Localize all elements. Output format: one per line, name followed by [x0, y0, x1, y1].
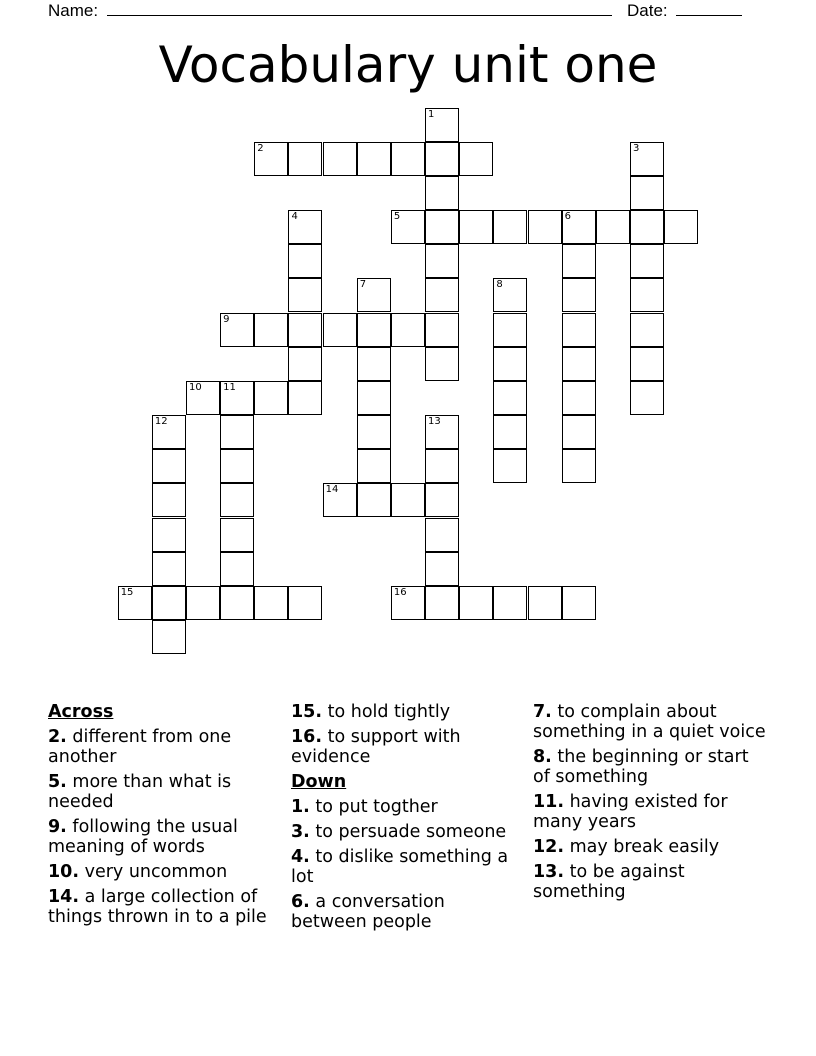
grid-cell[interactable]	[493, 449, 527, 483]
grid-cell-10[interactable]	[186, 381, 220, 415]
grid-cell[interactable]	[630, 210, 664, 244]
grid-cell[interactable]	[254, 381, 288, 415]
grid-cell[interactable]	[493, 347, 527, 381]
grid-cell[interactable]	[630, 244, 664, 278]
cell-number: 15	[120, 586, 134, 598]
grid-cell[interactable]	[562, 381, 596, 415]
grid-cell-15[interactable]	[118, 586, 152, 620]
grid-cell[interactable]	[493, 313, 527, 347]
grid-cell[interactable]	[357, 313, 391, 347]
name-field[interactable]	[48, 0, 612, 21]
grid-cell[interactable]	[152, 449, 186, 483]
grid-cell[interactable]	[596, 210, 630, 244]
clue-across-14: 14. a large collection of things thrown in to a pile	[48, 887, 267, 927]
grid-cell[interactable]	[288, 142, 322, 176]
grid-cell[interactable]	[528, 210, 562, 244]
cell-number: 11	[223, 381, 236, 393]
grid-cell[interactable]	[425, 518, 459, 552]
cell-number: 7	[359, 279, 367, 291]
cell-number: 14	[325, 484, 339, 496]
grid-cell[interactable]	[425, 278, 459, 312]
clue-column-1	[48, 702, 280, 932]
cell-number: 1	[428, 108, 435, 120]
clue-down-3: 3. to persuade someone	[291, 822, 507, 842]
grid-cell[interactable]	[220, 483, 254, 517]
clue-across-9: 9. following the usual meaning of words	[48, 817, 238, 857]
clue-down-4: 4. to dislike something a lot	[291, 847, 509, 887]
grid-cell-14[interactable]	[323, 483, 357, 517]
grid-cell[interactable]	[562, 313, 596, 347]
grid-cell[interactable]	[220, 415, 254, 449]
grid-cell[interactable]	[220, 586, 254, 620]
grid-cell[interactable]	[323, 313, 357, 347]
clue-across-5: 5. more than what is needed	[48, 772, 232, 812]
cell-number: 12	[154, 416, 168, 428]
grid-cell[interactable]	[630, 278, 664, 312]
grid-cell[interactable]	[288, 244, 322, 278]
grid-cell[interactable]	[357, 415, 391, 449]
clue-column-2	[291, 702, 523, 937]
clue-across-2: 2. different from one another	[48, 727, 232, 767]
grid-cell[interactable]	[630, 381, 664, 415]
clue-column-3	[533, 702, 768, 907]
grid-cell[interactable]	[425, 347, 459, 381]
grid-cell[interactable]	[288, 313, 322, 347]
grid-cell[interactable]	[493, 586, 527, 620]
grid-cell-9[interactable]	[220, 313, 254, 347]
cell-number: 5	[393, 211, 401, 223]
grid-cell[interactable]	[493, 415, 527, 449]
grid-cell[interactable]	[391, 313, 425, 347]
grid-cell[interactable]	[425, 142, 459, 176]
grid-cell-3[interactable]	[630, 142, 664, 176]
grid-cell[interactable]	[357, 347, 391, 381]
clue-down-12: 12. may break easily	[533, 837, 720, 857]
grid-cell[interactable]	[152, 586, 186, 620]
grid-cell[interactable]	[562, 244, 596, 278]
grid-cell[interactable]	[391, 142, 425, 176]
grid-cell[interactable]	[459, 210, 493, 244]
grid-cell[interactable]	[357, 381, 391, 415]
cell-number: 6	[564, 211, 572, 223]
grid-cell[interactable]	[288, 278, 322, 312]
grid-cell[interactable]	[562, 415, 596, 449]
name-line	[107, 0, 612, 16]
date-line	[676, 0, 742, 16]
cell-number: 16	[393, 586, 407, 598]
grid-cell[interactable]	[288, 347, 322, 381]
grid-cell[interactable]	[459, 142, 493, 176]
grid-cell[interactable]	[288, 381, 322, 415]
grid-cell-12[interactable]	[152, 415, 186, 449]
date-label: Date:	[627, 1, 668, 20]
grid-cell[interactable]	[459, 586, 493, 620]
grid-cell-11[interactable]	[220, 381, 254, 415]
grid-cell[interactable]	[425, 449, 459, 483]
grid-cell-6[interactable]	[562, 210, 596, 244]
cell-number: 4	[291, 211, 298, 223]
grid-cell[interactable]	[152, 552, 186, 586]
grid-cell[interactable]	[493, 381, 527, 415]
clue-across-15: 15. to hold tightly	[291, 702, 451, 722]
clue-across-10: 10. very uncommon	[48, 862, 228, 882]
grid-cell[interactable]	[323, 142, 357, 176]
grid-cell[interactable]	[357, 449, 391, 483]
grid-cell[interactable]	[425, 586, 459, 620]
grid-cell[interactable]	[220, 449, 254, 483]
grid-cell[interactable]	[425, 176, 459, 210]
grid-cell[interactable]	[493, 210, 527, 244]
grid-cell-16[interactable]	[391, 586, 425, 620]
cell-number: 13	[428, 416, 441, 428]
grid-cell-2[interactable]	[254, 142, 288, 176]
clue-down-11: 11. having existed for many years	[533, 792, 728, 832]
across-heading: Across	[48, 702, 114, 722]
grid-cell[interactable]	[152, 620, 186, 654]
name-label: Name:	[48, 1, 99, 20]
grid-cell[interactable]	[152, 483, 186, 517]
grid-cell-1[interactable]	[425, 108, 459, 142]
grid-cell[interactable]	[391, 483, 425, 517]
grid-cell[interactable]	[254, 313, 288, 347]
grid-cell[interactable]	[220, 552, 254, 586]
grid-cell[interactable]	[186, 586, 220, 620]
cell-number: 9	[223, 313, 230, 325]
grid-cell[interactable]	[562, 586, 596, 620]
grid-cell[interactable]	[562, 347, 596, 381]
grid-cell[interactable]	[425, 552, 459, 586]
clue-down-13: 13. to be against something	[533, 862, 685, 902]
grid-cell[interactable]	[220, 518, 254, 552]
grid-cell-4[interactable]	[288, 210, 322, 244]
clue-down-8: 8. the beginning or start of something	[533, 747, 749, 787]
cell-number: 3	[632, 142, 640, 154]
grid-cell[interactable]	[630, 347, 664, 381]
grid-cell[interactable]	[425, 244, 459, 278]
grid-cell[interactable]	[630, 176, 664, 210]
grid-cell[interactable]	[664, 210, 698, 244]
grid-cell[interactable]	[357, 142, 391, 176]
clue-down-7: 7. to complain about something in a quiet voice	[533, 702, 766, 742]
grid-cell[interactable]	[562, 449, 596, 483]
grid-cell[interactable]	[425, 313, 459, 347]
cell-number: 2	[257, 142, 264, 154]
clue-down-1: 1. to put togther	[291, 797, 438, 817]
cell-number: 10	[189, 381, 202, 393]
grid-cell[interactable]	[254, 586, 288, 620]
clue-down-6: 6. a conversation between people	[291, 892, 445, 932]
clue-across-16: 16. to support with evidence	[291, 727, 461, 767]
grid-cell-13[interactable]	[425, 415, 459, 449]
grid-cell[interactable]	[630, 313, 664, 347]
date-field[interactable]	[627, 0, 742, 21]
down-heading: Down	[291, 772, 347, 792]
puzzle-title: Vocabulary unit one	[158, 36, 658, 94]
grid-cell[interactable]	[357, 483, 391, 517]
grid-cell-7[interactable]	[357, 278, 391, 312]
grid-cell-8[interactable]	[493, 278, 527, 312]
grid-cell[interactable]	[528, 586, 562, 620]
grid-cell[interactable]	[425, 483, 459, 517]
grid-cell[interactable]	[562, 278, 596, 312]
grid-cell[interactable]	[425, 210, 459, 244]
grid-cell[interactable]	[288, 586, 322, 620]
grid-cell[interactable]	[152, 518, 186, 552]
grid-cell-5[interactable]	[391, 210, 425, 244]
cell-number: 8	[496, 279, 503, 291]
